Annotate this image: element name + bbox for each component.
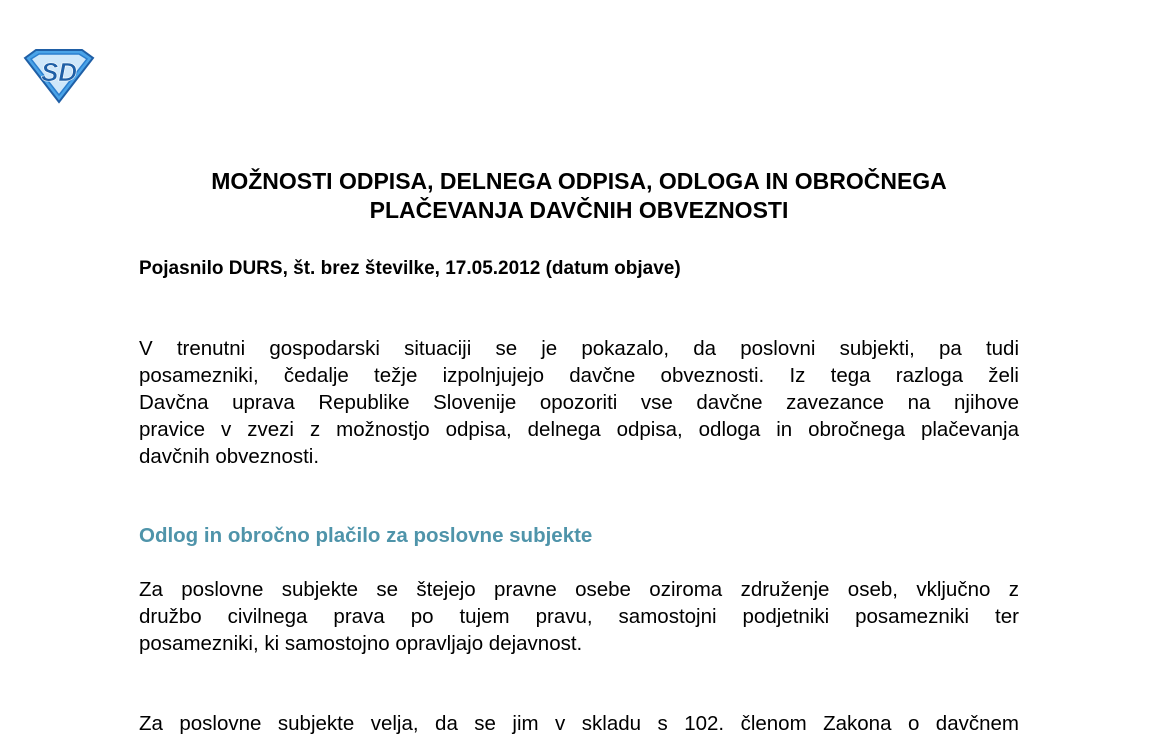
paragraph-article-102	[139, 710, 1019, 737]
paragraph-line: posamezniki, ki samostojno opravljajo dejavnost.	[139, 632, 583, 655]
intro-line: Davčna uprava Republike Slovenije opozoriti vse davčne zavezance na njihove	[139, 391, 1019, 414]
intro-line: pravice v zvezi z možnostjo odpisa, delnega odpisa, odloga in obročnega plačevanja	[139, 418, 1019, 441]
paragraph-line: družbo civilnega prava po tujem pravu, samostojni podjetniki posamezniki ter	[139, 605, 1019, 628]
title-line-2: PLAČEVANJA DAVČNIH OBVEZNOSTI	[369, 197, 789, 223]
paragraph-line: Za poslovne subjekte velja, da se jim v skladu s 102. členom Zakona o davčnem	[139, 712, 1019, 735]
sd-shield-logo-icon	[22, 48, 96, 104]
paragraph-line: Za poslovne subjekte se štejejo pravne osebe oziroma združenje oseb, vključno z	[139, 578, 1019, 601]
intro-line: V trenutni gospodarski situaciji se je pokazalo, da poslovni subjekti, pa tudi	[139, 337, 1019, 360]
title-line-1: MOŽNOSTI ODPISA, DELNEGA ODPISA, ODLOGA IN OBROČNEGA	[211, 168, 947, 194]
intro-paragraph	[139, 335, 1019, 470]
logo-text: SD	[40, 57, 78, 87]
document-subtitle: Pojasnilo DURS, št. brez številke, 17.05.2012 (datum objave)	[139, 258, 681, 279]
section-heading: Odlog in obročno plačilo za poslovne subjekte	[139, 524, 593, 547]
intro-line: davčnih obveznosti.	[139, 445, 320, 468]
document-title	[139, 167, 1019, 225]
intro-line: posamezniki, čedalje težje izpolnjujejo davčne obveznosti. Iz tega razloga želi	[139, 364, 1019, 387]
paragraph-business-subjects	[139, 576, 1019, 657]
